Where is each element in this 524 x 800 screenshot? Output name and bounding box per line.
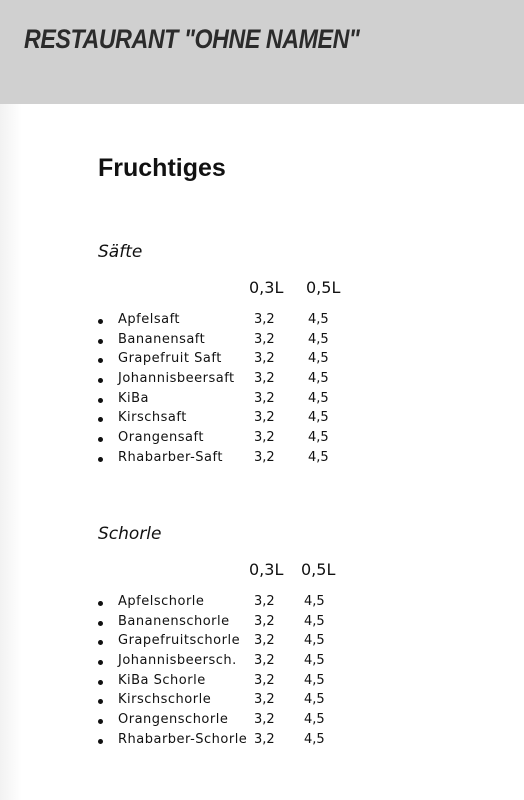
- bullet-icon: [98, 601, 103, 606]
- bullet-icon: [98, 680, 103, 685]
- section-title: Schorle: [98, 524, 162, 544]
- bullet-icon: [98, 660, 103, 665]
- price-large: 4,5: [308, 410, 329, 426]
- bullet-icon: [98, 319, 103, 324]
- item-name: Bananensaft: [118, 331, 206, 347]
- price-large: 4,5: [304, 653, 325, 669]
- bullet-icon: [98, 417, 103, 422]
- price-large: 4,5: [308, 430, 329, 446]
- item-name: Johannisbeersaft: [118, 371, 235, 387]
- price-small: 3,2: [254, 410, 275, 426]
- left-edge-shade: [0, 104, 22, 800]
- price-large: 4,5: [308, 371, 329, 387]
- price-small: 3,2: [254, 731, 275, 747]
- header-bar: [0, 0, 524, 104]
- item-name: Orangenschorle: [118, 712, 229, 728]
- bullet-icon: [98, 640, 103, 645]
- price-small: 3,2: [254, 449, 275, 465]
- item-name: Grapefruit Saft: [118, 351, 222, 367]
- bullet-icon: [98, 358, 103, 363]
- price-small: 3,2: [254, 672, 275, 688]
- item-name: KiBa: [118, 390, 150, 406]
- price-small: 3,2: [254, 712, 275, 728]
- item-name: Rhabarber-Saft: [118, 449, 223, 465]
- price-large: 4,5: [304, 731, 325, 747]
- item-name: Rhabarber-Schorle: [118, 731, 248, 747]
- item-name: Johannisbeersch.: [118, 653, 237, 669]
- price-large: 4,5: [308, 312, 329, 327]
- item-name: Apfelschorle: [118, 594, 205, 609]
- price-small: 3,2: [254, 430, 275, 446]
- price-small: 3,2: [254, 351, 275, 367]
- price-small: 3,2: [254, 331, 275, 347]
- price-large: 4,5: [304, 633, 325, 649]
- column-header-0-5l: 0,5L: [301, 560, 336, 579]
- column-header-0-3l: 0,3L: [249, 278, 284, 297]
- section-title: Säfte: [98, 242, 143, 262]
- item-name: Kirschsaft: [118, 410, 187, 426]
- price-large: 4,5: [304, 672, 325, 688]
- column-header-0-3l: 0,3L: [249, 560, 284, 579]
- price-small: 3,2: [254, 390, 275, 406]
- price-large: 4,5: [304, 613, 325, 629]
- restaurant-name: RESTAURANT "OHNE NAMEN": [24, 24, 360, 54]
- price-small: 3,2: [254, 594, 275, 609]
- item-name: Grapefruitschorle: [118, 633, 241, 649]
- price-small: 3,2: [254, 633, 275, 649]
- bullet-icon: [98, 699, 103, 704]
- item-name: Orangensaft: [118, 430, 204, 446]
- price-small: 3,2: [254, 692, 275, 708]
- price-large: 4,5: [304, 712, 325, 728]
- bullet-icon: [98, 621, 103, 626]
- price-small: 3,2: [254, 613, 275, 629]
- column-header-0-5l: 0,5L: [306, 278, 341, 297]
- item-name: Bananenschorle: [118, 613, 230, 629]
- price-small: 3,2: [254, 312, 275, 327]
- bullet-icon: [98, 457, 103, 462]
- price-small: 3,2: [254, 371, 275, 387]
- price-large: 4,5: [308, 390, 329, 406]
- price-large: 4,5: [308, 351, 329, 367]
- bullet-icon: [98, 378, 103, 383]
- bullet-icon: [98, 398, 103, 403]
- item-name: Apfelsaft: [118, 312, 181, 327]
- bullet-icon: [98, 339, 103, 344]
- price-large: 4,5: [304, 594, 325, 609]
- item-name: KiBa Schorle: [118, 672, 206, 688]
- price-large: 4,5: [304, 692, 325, 708]
- bullet-icon: [98, 437, 103, 442]
- bullet-icon: [98, 739, 103, 744]
- price-large: 4,5: [308, 331, 329, 347]
- price-large: 4,5: [308, 449, 329, 465]
- item-name: Kirschschorle: [118, 692, 212, 708]
- price-small: 3,2: [254, 653, 275, 669]
- bullet-icon: [98, 719, 103, 724]
- page-title: Fruchtiges: [98, 154, 226, 182]
